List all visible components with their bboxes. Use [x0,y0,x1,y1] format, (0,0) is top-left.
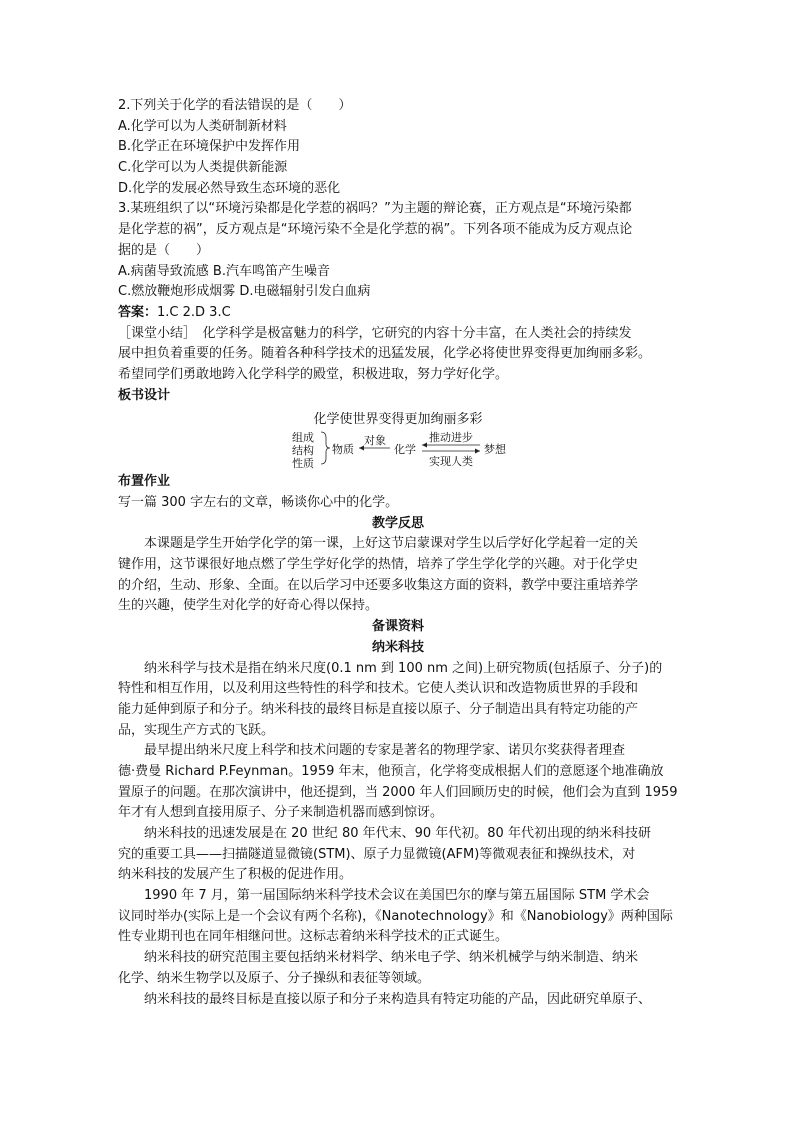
material-p3-line: 究的重要工具——扫描隧道显微镜(STM)、原子力显微镜(AFM)等微观表征和操纵技术，对 [118,846,636,862]
material-heading: 备课资料 [371,619,424,635]
material-p1-line: 能力延伸到原子和分子。纳米科技的最终目标是直接以原子、分子制造出具有特定功能的产 [118,701,639,717]
board-heading: 板书设计 [118,387,171,403]
homework-heading: 布置作业 [118,474,171,490]
board-left-item: 结构 [292,444,314,458]
board-wuzhi: 物质 [332,443,354,457]
material-p4-line: 性专业期刊也在同年相继问世。这标志着纳米科学技术的正式诞生。 [118,929,509,945]
board-huaxue: 化学 [394,443,416,457]
reflection-line: 生的兴趣，使学生对化学的好奇心得以保持。 [118,598,379,614]
document-page [118,96,678,1010]
reflection-line: 的介绍，生动、形象、全面。在以后学习中还要多收集这方面的资料，教学中要注重培养学 [118,577,639,593]
answer-label: 答案： [118,304,158,320]
material-p1-line: 特性和相互作用，以及利用这些特性的科学和技术。它使人类认识和改造物质世界的手段和 [118,681,639,697]
material-p3-line: 纳米科技的迅速发展是在 20 世纪 80 年代末、90 年代初。80 年代初出现的纳米科技研 [144,826,651,841]
board-left-item: 组成 [292,431,314,445]
reflection-heading: 教学反思 [371,515,424,531]
board-tuidong: 推动进步 [429,431,473,445]
q3-options-ab: A.病菌导致流感 B.汽车鸣笛产生噪音 [118,263,330,279]
material-p6-line: 纳米科技的最终目标是直接以原子和分子来构造具有特定功能的产品，因此研究单原子、 [144,991,652,1007]
q3-stem-line: 3.某班组织了以“环境污染都是化学惹的祸吗？”为主题的辩论赛，正方观点是“环境污染都 [118,201,632,217]
board-left-item: 性质 [292,457,314,471]
summary-line: ［课堂小结］ 化学科学是极富魅力的科学，它研究的内容十分丰富，在人类社会的持续发 [118,325,632,341]
q2-option-a: A.化学可以为人类研制新材料 [118,118,287,134]
board-duixiang: 对象 [364,434,386,448]
material-p5-line: 化学、纳米生物学以及原子、分子操纵和表征等领域。 [118,970,431,986]
material-p4-line: 1990 年 7 月，第一届国际纳米科学技术会议在美国巴尔的摩与第五届国际 STM 学术会 [144,888,650,904]
board-mengxiang: 梦想 [484,443,506,457]
material-p4-line: 议同时举办(实际上是一个会议有两个名称)，《Nanotechnology》和《Nanobiology》两种国际 [118,908,673,924]
material-p2-line: 年才有人想到直接用原子、分子来制造机器而感到惊讶。 [118,805,444,821]
material-p2-line: 德·费曼 Richard P.Feynman。1959 年末，他预言，化学将变成根据人们的意愿逐个地准确放 [118,763,664,779]
board-title: 化学使世界变得更加绚丽多彩 [313,412,483,428]
q3-options-cd: C.燃放鞭炮形成烟雾 D.电磁辐射引发白血病 [118,284,371,300]
board-arrows [118,408,678,466]
answer-value: 1.C 2.D 3.C [157,304,231,320]
material-p2-line: 置原子的问题。在那次演讲中，他还提到，当 2000 年人们回顾历史的时候，他们会为直到 1959 [118,784,678,800]
material-p1-line: 纳米科学与技术是指在纳米尺度(0.1 nm 到 100 nm 之间)上研究物质(包括原子、分子)的 [144,660,663,676]
q2-option-c: C.化学可以为人类提供新能源 [118,160,288,176]
q2-option-b: B.化学正在环境保护中发挥作用 [118,139,301,155]
summary-line: 展中担负着重要的任务。随着各种科学技术的迅猛发展，化学必将使世界变得更加绚丽多彩。 [118,346,652,362]
q3-stem-line: 据的是（ ） [118,242,210,258]
material-p5-line: 纳米科技的研究范围主要包括纳米材料学、纳米电子学、纳米机械学与纳米制造、纳米 [144,950,639,966]
reflection-line: 本课题是学生开始学化学的第一课，上好这节启蒙课对学生以后学好化学起着一定的关 [144,536,639,552]
summary-line: 希望同学们勇敢地跨入化学科学的殿堂，积极进取，努力学好化学。 [118,366,509,382]
material-subheading: 纳米科技 [371,639,424,655]
board-diagram [118,408,678,471]
q2-stem: 2.下列关于化学的看法错误的是（ ） [118,98,352,113]
material-p3-line: 纳米科技的发展产生了积极的促进作用。 [118,867,353,883]
material-p1-line: 品，实现生产方式的飞跃。 [118,722,275,738]
material-p2-line: 最早提出纳米尺度上科学和技术问题的专家是著名的物理学家、诺贝尔奖获得者理查 [144,743,626,759]
q2-option-d: D.化学的发展必然导致生态环境的恶化 [118,180,341,196]
reflection-line: 键作用，这节课很好地点燃了学生学好化学的热情，培养了学生学化学的兴趣。对于化学史 [118,557,639,573]
homework-text: 写一篇 300 字左右的文章，畅谈你心中的化学。 [118,495,399,510]
q3-stem-line: 是化学惹的祸”，反方观点是“环境污染不全是化学惹的祸”。下列各项不能成为反方观点论 [118,222,633,238]
board-shixian: 实现人类 [429,455,473,469]
answer-line [118,303,678,324]
